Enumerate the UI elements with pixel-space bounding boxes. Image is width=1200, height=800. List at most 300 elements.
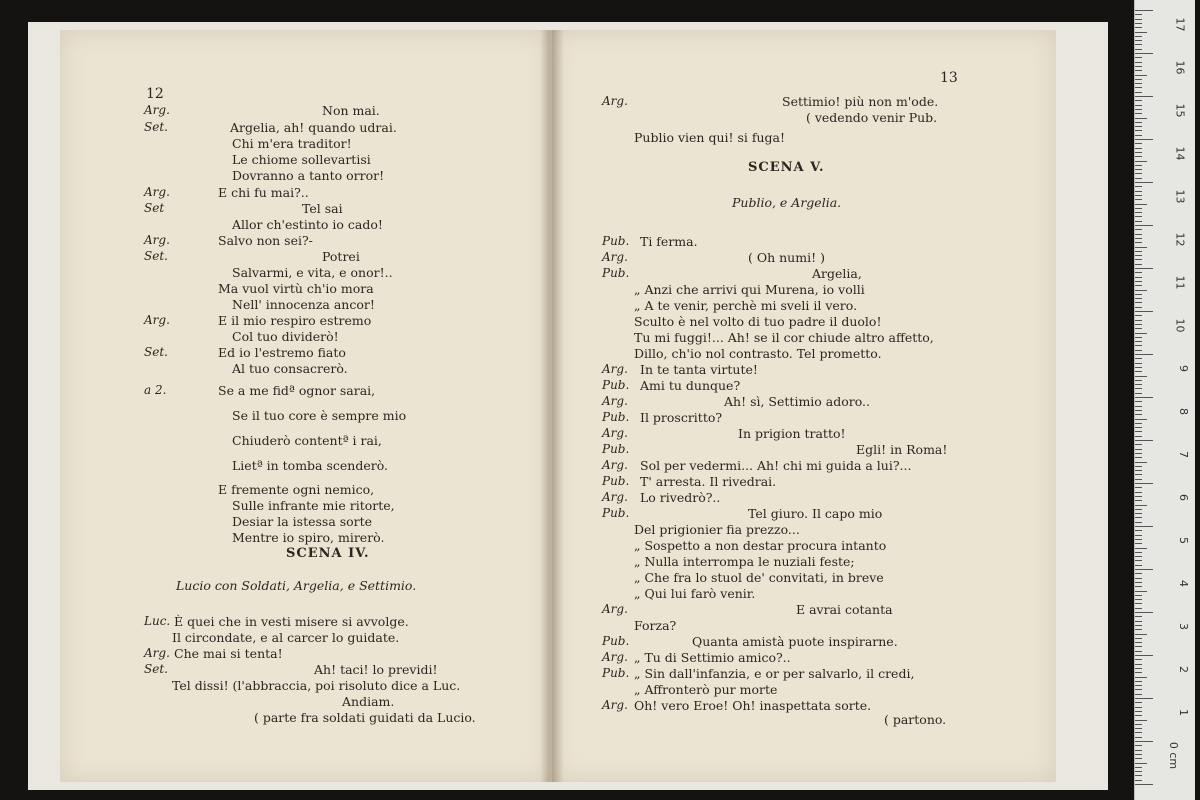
ruler-label: 14 xyxy=(1173,146,1187,161)
verse-line: Del prigionier fia prezzo... xyxy=(634,522,800,537)
speaker-label: Pub. xyxy=(602,634,630,648)
speaker-label: Pub. xyxy=(602,506,630,520)
verse-line: ( parte fra soldati guidati da Lucio. xyxy=(254,710,476,725)
ruler-tick xyxy=(1135,156,1142,157)
ruler-label: 17 xyxy=(1173,17,1187,32)
ruler-tick xyxy=(1135,659,1142,660)
ruler-tick xyxy=(1135,457,1142,458)
verse-line: „ Sin dall'infanzia, e or per salvarlo, il credi, xyxy=(634,666,915,681)
ruler-tick xyxy=(1135,126,1142,127)
verse-line: Dovranno a tanto orror! xyxy=(232,168,385,183)
ruler-tick xyxy=(1135,285,1142,286)
ruler-tick xyxy=(1135,750,1142,751)
ruler-tick xyxy=(1135,152,1142,153)
ruler-tick xyxy=(1135,191,1142,192)
speaker-label: Arg. xyxy=(602,698,628,712)
ruler-tick xyxy=(1135,509,1142,510)
ruler-label: 3 xyxy=(1177,623,1190,630)
verse-line: È quei che in vesti misere si avvolge. xyxy=(174,614,409,629)
ruler-label: 9 xyxy=(1177,365,1190,372)
speaker-label: Arg. xyxy=(602,426,628,440)
ruler-tick xyxy=(1135,728,1142,729)
speaker-label: Pub. xyxy=(602,474,630,488)
speaker-label: Arg. xyxy=(602,94,628,108)
ruler-tick xyxy=(1135,436,1142,437)
ruler-tick xyxy=(1135,225,1153,226)
ruler-tick xyxy=(1135,367,1142,368)
speaker-label: Pub. xyxy=(602,234,630,248)
ruler-tick xyxy=(1135,204,1147,205)
ruler-tick xyxy=(1135,500,1142,501)
verse-line: In prigion tratto! xyxy=(738,426,846,441)
ruler-tick xyxy=(1135,612,1153,613)
speaker-label: Arg. xyxy=(144,646,170,660)
ruler-tick xyxy=(1135,333,1147,334)
ruler-tick xyxy=(1135,341,1142,342)
measurement-ruler xyxy=(1134,0,1195,800)
ruler-tick xyxy=(1135,530,1142,531)
ruler-tick xyxy=(1135,195,1142,196)
ruler-tick xyxy=(1135,681,1142,682)
ruler-tick xyxy=(1135,186,1142,187)
ruler-tick xyxy=(1135,376,1147,377)
ruler-tick xyxy=(1135,771,1142,772)
ruler-label: 5 xyxy=(1177,537,1190,544)
ruler-tick xyxy=(1135,758,1142,759)
verse-line: Tu mi fuggi!... Ah! se il cor chiude altro affetto, xyxy=(634,330,934,345)
verse-line: Salvarmi, e vita, e onor!.. xyxy=(232,265,393,280)
ruler-tick xyxy=(1135,118,1147,119)
ruler-tick xyxy=(1135,113,1142,114)
ruler-tick xyxy=(1135,720,1147,721)
ruler-label: 4 xyxy=(1177,580,1190,587)
ruler-tick xyxy=(1135,724,1142,725)
verse-line: Il proscritto? xyxy=(640,410,723,425)
scene-persons-v: Publio, e Argelia. xyxy=(732,195,842,210)
ruler-tick xyxy=(1135,745,1142,746)
verse-line: Quanta amistà puote inspirarne. xyxy=(692,634,898,649)
ruler-tick xyxy=(1135,290,1147,291)
verse-line: Publio vien qui! si fuga! xyxy=(634,130,786,145)
verse-line: „ Sospetto a non destar procura intanto xyxy=(634,538,887,553)
verse-line: E chi fu mai?.. xyxy=(218,185,309,200)
ruler-tick xyxy=(1135,702,1142,703)
ruler-tick xyxy=(1135,492,1142,493)
ruler-tick xyxy=(1135,345,1142,346)
verse-line: In te tanta virtute! xyxy=(640,362,758,377)
ruler-tick xyxy=(1135,621,1142,622)
ruler-tick xyxy=(1135,264,1142,265)
ruler-tick xyxy=(1135,569,1153,570)
ruler-tick xyxy=(1135,522,1142,523)
ruler-label: 12 xyxy=(1173,232,1187,247)
ruler-tick xyxy=(1135,526,1153,527)
verse-line: Tel sai xyxy=(302,201,343,216)
ruler-tick xyxy=(1135,169,1142,170)
page-number-right: 13 xyxy=(940,70,958,86)
ruler-tick xyxy=(1135,586,1142,587)
verse-line: Nell' innocenza ancor! xyxy=(232,297,375,312)
ruler-tick xyxy=(1135,685,1142,686)
ruler-tick xyxy=(1135,212,1142,213)
verse-line: Settimio! più non m'ode. xyxy=(782,94,939,109)
ruler-tick xyxy=(1135,358,1142,359)
ruler-tick xyxy=(1135,599,1142,600)
verse-line: Se il tuo core è sempre mio xyxy=(232,408,407,423)
verse-line: „ Anzi che arrivi qui Murena, io volli xyxy=(634,282,865,297)
ruler-tick xyxy=(1135,268,1153,269)
verse-line: „ A te venir, perchè mi sveli il vero. xyxy=(634,298,858,313)
verse-line: ( partono. xyxy=(884,712,947,727)
verse-line: Mentre io spiro, mirerò. xyxy=(232,530,385,545)
ruler-tick xyxy=(1135,496,1142,497)
ruler-tick xyxy=(1135,616,1142,617)
verse-line: ( Oh numi! ) xyxy=(748,250,825,265)
speaker-label: Arg. xyxy=(144,103,170,117)
verse-line: Potrei xyxy=(322,249,360,264)
ruler-tick xyxy=(1135,539,1142,540)
speaker-label: Set. xyxy=(144,662,168,676)
verse-line: Ah! taci! lo previdi! xyxy=(314,662,438,677)
ruler-tick xyxy=(1135,444,1142,445)
ruler-label: 0 cm xyxy=(1166,741,1180,770)
ruler-tick xyxy=(1135,229,1142,230)
ruler-tick xyxy=(1135,14,1142,15)
ruler-tick xyxy=(1135,470,1142,471)
ruler-tick xyxy=(1135,83,1142,84)
ruler-tick xyxy=(1135,302,1142,303)
verse-line: „ Affronterò pur morte xyxy=(634,682,778,697)
ruler-tick xyxy=(1135,466,1142,467)
ruler-tick xyxy=(1135,449,1142,450)
speaker-label: Arg. xyxy=(602,394,628,408)
ruler-tick xyxy=(1135,767,1142,768)
verse-line: Ah! sì, Settimio adoro.. xyxy=(724,394,870,409)
speaker-label: Arg. xyxy=(144,233,170,247)
verse-line: Al tuo consacrerò. xyxy=(232,361,348,376)
ruler-tick xyxy=(1135,281,1142,282)
ruler-tick xyxy=(1135,242,1142,243)
ruler-tick xyxy=(1135,775,1142,776)
ruler-tick xyxy=(1135,363,1142,364)
ruler-tick xyxy=(1135,698,1153,699)
ruler-tick xyxy=(1135,388,1142,389)
ruler-tick xyxy=(1135,247,1147,248)
ruler-tick xyxy=(1135,100,1142,101)
ruler-tick xyxy=(1135,707,1142,708)
speaker-label: Pub. xyxy=(602,442,630,456)
speaker-label: Arg. xyxy=(602,602,628,616)
ruler-tick xyxy=(1135,199,1142,200)
verse-line: „ Che fra lo stuol de' convitati, in breve xyxy=(634,570,884,585)
ruler-tick xyxy=(1135,629,1142,630)
ruler-tick xyxy=(1135,582,1142,583)
ruler-tick xyxy=(1135,96,1153,97)
ruler-tick xyxy=(1135,251,1142,252)
verse-line: Sculto è nel volto di tuo padre il duolo! xyxy=(634,314,882,329)
ruler-tick xyxy=(1135,92,1142,93)
ruler-tick xyxy=(1135,565,1142,566)
verse-line: Che mai si tenta! xyxy=(174,646,283,661)
ruler-tick xyxy=(1135,62,1142,63)
ruler-tick xyxy=(1135,75,1147,76)
ruler-tick xyxy=(1135,277,1142,278)
book-gutter xyxy=(540,30,564,782)
ruler-tick xyxy=(1135,384,1142,385)
verse-line: Ti ferma. xyxy=(640,234,698,249)
ruler-tick xyxy=(1135,535,1142,536)
ruler-tick xyxy=(1135,79,1142,80)
ruler-tick xyxy=(1135,36,1142,37)
ruler-tick xyxy=(1135,474,1142,475)
verse-line: E fremente ogni nemico, xyxy=(218,482,375,497)
verse-line: Non mai. xyxy=(322,103,380,118)
ruler-tick xyxy=(1135,664,1142,665)
ruler-tick xyxy=(1135,173,1142,174)
speaker-label: Set. xyxy=(144,120,168,134)
page-number-left: 12 xyxy=(146,86,164,102)
verse-line: Tel dissi! (l'abbraccia, poi risoluto dice a Luc. xyxy=(172,678,461,693)
ruler-tick xyxy=(1135,178,1142,179)
ruler-tick xyxy=(1135,595,1142,596)
verse-line: Ed io l'estremo fiato xyxy=(218,345,346,360)
ruler-tick xyxy=(1135,44,1142,45)
ruler-tick xyxy=(1135,87,1142,88)
ruler-tick xyxy=(1135,57,1142,58)
ruler-tick xyxy=(1135,109,1142,110)
ruler-tick xyxy=(1135,350,1142,351)
ruler-tick xyxy=(1135,143,1142,144)
speaker-label: a 2. xyxy=(144,383,167,397)
ruler-tick xyxy=(1135,651,1142,652)
ruler-tick xyxy=(1135,272,1142,273)
ruler-tick xyxy=(1135,105,1142,106)
ruler-label: 6 xyxy=(1177,494,1190,501)
ruler-tick xyxy=(1135,517,1142,518)
ruler-tick xyxy=(1135,259,1142,260)
ruler-tick xyxy=(1135,431,1142,432)
ruler-tick xyxy=(1135,462,1147,463)
verse-line: Ami tu dunque? xyxy=(640,378,741,393)
speaker-label: Arg. xyxy=(602,458,628,472)
verse-line: Sulle infrante mie ritorte, xyxy=(232,498,395,513)
ruler-tick xyxy=(1135,182,1153,183)
verse-line: Lietª in tomba scenderò. xyxy=(232,458,388,473)
ruler-tick xyxy=(1135,238,1142,239)
ruler-label: 1 xyxy=(1177,709,1190,716)
ruler-tick xyxy=(1135,453,1142,454)
verse-line: Salvo non sei?- xyxy=(218,233,313,248)
ruler-tick xyxy=(1135,560,1142,561)
ruler-tick xyxy=(1135,634,1147,635)
ruler-tick xyxy=(1135,40,1142,41)
ruler-label: 13 xyxy=(1173,189,1187,204)
verse-line: Argelia, ah! quando udrai. xyxy=(230,120,397,135)
ruler-tick xyxy=(1135,161,1147,162)
verse-line: Argelia, xyxy=(812,266,862,281)
ruler-tick xyxy=(1135,694,1142,695)
verse-line: E il mio respiro estremo xyxy=(218,313,372,328)
ruler-tick xyxy=(1135,410,1142,411)
speaker-label: Set. xyxy=(144,249,168,263)
ruler-tick xyxy=(1135,130,1142,131)
ruler-tick xyxy=(1135,255,1142,256)
verse-line: Sol per vedermi... Ah! chi mi guida a lui?... xyxy=(640,458,912,473)
ruler-tick xyxy=(1135,741,1153,742)
verse-line: Se a me fidª ognor sarai, xyxy=(218,383,376,398)
ruler-tick xyxy=(1135,70,1142,71)
speaker-label: Pub. xyxy=(602,666,630,680)
scene-heading-iv: SCENA IV. xyxy=(286,546,370,561)
ruler-tick xyxy=(1135,371,1142,372)
ruler-tick xyxy=(1135,483,1153,484)
verse-line: E avrai cotanta xyxy=(796,602,893,617)
verse-line: Desiar la istessa sorte xyxy=(232,514,373,529)
ruler-tick xyxy=(1135,66,1142,67)
speaker-label: Pub. xyxy=(602,266,630,280)
ruler-tick xyxy=(1135,139,1153,140)
ruler-tick xyxy=(1135,401,1142,402)
ruler-tick xyxy=(1135,479,1142,480)
verse-line: Dillo, ch'io nol contrasto. Tel prometto. xyxy=(634,346,882,361)
ruler-tick xyxy=(1135,380,1142,381)
speaker-label: Arg. xyxy=(144,185,170,199)
speaker-label: Arg. xyxy=(602,250,628,264)
ruler-tick xyxy=(1135,608,1142,609)
ruler-tick xyxy=(1135,552,1142,553)
ruler-tick xyxy=(1135,591,1147,592)
ruler-label: 16 xyxy=(1173,60,1187,75)
verse-line: Chiuderò contentª i rai, xyxy=(232,433,382,448)
verse-line: T' arresta. Il rivedrai. xyxy=(640,474,777,489)
ruler-tick xyxy=(1135,320,1142,321)
ruler-tick xyxy=(1135,638,1142,639)
ruler-tick xyxy=(1135,315,1142,316)
ruler-tick xyxy=(1135,406,1142,407)
ruler-tick xyxy=(1135,32,1147,33)
ruler-tick xyxy=(1135,311,1153,312)
ruler-tick xyxy=(1135,655,1153,656)
verse-line: Col tuo dividerò! xyxy=(232,329,339,344)
ruler-tick xyxy=(1135,732,1142,733)
verse-line: Ma vuol virtù ch'io mora xyxy=(218,281,374,296)
ruler-tick xyxy=(1135,677,1147,678)
verse-line: ( vedendo venir Pub. xyxy=(806,110,938,125)
ruler-tick xyxy=(1135,737,1142,738)
speaker-label: Set. xyxy=(144,345,168,359)
ruler-tick xyxy=(1135,19,1142,20)
ruler-tick xyxy=(1135,27,1142,28)
ruler-tick xyxy=(1135,324,1142,325)
ruler-tick xyxy=(1135,578,1142,579)
verse-line: Oh! vero Eroe! Oh! inaspettata sorte. xyxy=(634,698,872,713)
ruler-label: 2 xyxy=(1177,666,1190,673)
ruler-tick xyxy=(1135,715,1142,716)
verse-line: „ Qui lui farò venir. xyxy=(634,586,756,601)
speaker-label: Arg. xyxy=(602,362,628,376)
ruler-label: 15 xyxy=(1173,103,1187,118)
ruler-tick xyxy=(1135,548,1147,549)
ruler-tick xyxy=(1135,427,1142,428)
ruler-tick xyxy=(1135,165,1142,166)
verse-line: Il circondate, e al carcer lo guidate. xyxy=(172,630,400,645)
ruler-tick xyxy=(1135,328,1142,329)
ruler-tick xyxy=(1135,646,1142,647)
verse-line: Tel giuro. Il capo mio xyxy=(748,506,883,521)
ruler-tick xyxy=(1135,53,1153,54)
ruler-tick xyxy=(1135,763,1147,764)
ruler-tick xyxy=(1135,642,1142,643)
ruler-tick xyxy=(1135,216,1142,217)
ruler-tick xyxy=(1135,135,1142,136)
ruler-tick xyxy=(1135,668,1142,669)
verse-line: „ Tu di Settimio amico?.. xyxy=(634,650,791,665)
ruler-tick xyxy=(1135,397,1153,398)
ruler-label: 11 xyxy=(1173,275,1187,290)
speaker-label: Set xyxy=(144,201,165,215)
ruler-tick xyxy=(1135,711,1142,712)
ruler-tick xyxy=(1135,307,1142,308)
ruler-tick xyxy=(1135,487,1142,488)
ruler-tick xyxy=(1135,10,1153,11)
scene-heading-v: SCENA V. xyxy=(748,160,825,175)
ruler-tick xyxy=(1135,393,1142,394)
ruler-label: 7 xyxy=(1177,451,1190,458)
speaker-label: Pub. xyxy=(602,410,630,424)
ruler-tick xyxy=(1135,513,1142,514)
speaker-label: Arg. xyxy=(602,650,628,664)
ruler-tick xyxy=(1135,294,1142,295)
speaker-label: Arg. xyxy=(602,490,628,504)
ruler-tick xyxy=(1135,49,1142,50)
ruler-tick xyxy=(1135,625,1142,626)
ruler-tick xyxy=(1135,208,1142,209)
verse-line: „ Nulla interrompa le nuziali feste; xyxy=(634,554,855,569)
ruler-tick xyxy=(1135,784,1153,785)
ruler-tick xyxy=(1135,148,1142,149)
ruler-tick xyxy=(1135,122,1142,123)
verse-line: Egli! in Roma! xyxy=(856,442,948,457)
ruler-tick xyxy=(1135,672,1142,673)
verse-line: Lo rivedrò?.. xyxy=(640,490,721,505)
verse-line: Chi m'era traditor! xyxy=(232,136,352,151)
speaker-label: Arg. xyxy=(144,313,170,327)
ruler-tick xyxy=(1135,221,1142,222)
ruler-tick xyxy=(1135,298,1142,299)
ruler-tick xyxy=(1135,689,1142,690)
ruler-label: 8 xyxy=(1177,408,1190,415)
ruler-tick xyxy=(1135,23,1142,24)
verse-line: Andiam. xyxy=(342,694,395,709)
ruler-tick xyxy=(1135,337,1142,338)
ruler-tick xyxy=(1135,354,1153,355)
ruler-tick xyxy=(1135,234,1142,235)
speaker-label: Luc. xyxy=(144,614,171,628)
ruler-tick xyxy=(1135,556,1142,557)
ruler-tick xyxy=(1135,423,1142,424)
verse-line: Forza? xyxy=(634,618,677,633)
ruler-tick xyxy=(1135,419,1147,420)
ruler-tick xyxy=(1135,603,1142,604)
verse-line: Allor ch'estinto io cado! xyxy=(232,217,383,232)
ruler-tick xyxy=(1135,440,1153,441)
ruler-tick xyxy=(1135,754,1142,755)
ruler-tick xyxy=(1135,543,1142,544)
verse-line: Le chiome sollevartisi xyxy=(232,152,371,167)
ruler-label: 10 xyxy=(1173,318,1187,333)
ruler-tick xyxy=(1135,573,1142,574)
ruler-tick xyxy=(1135,780,1142,781)
